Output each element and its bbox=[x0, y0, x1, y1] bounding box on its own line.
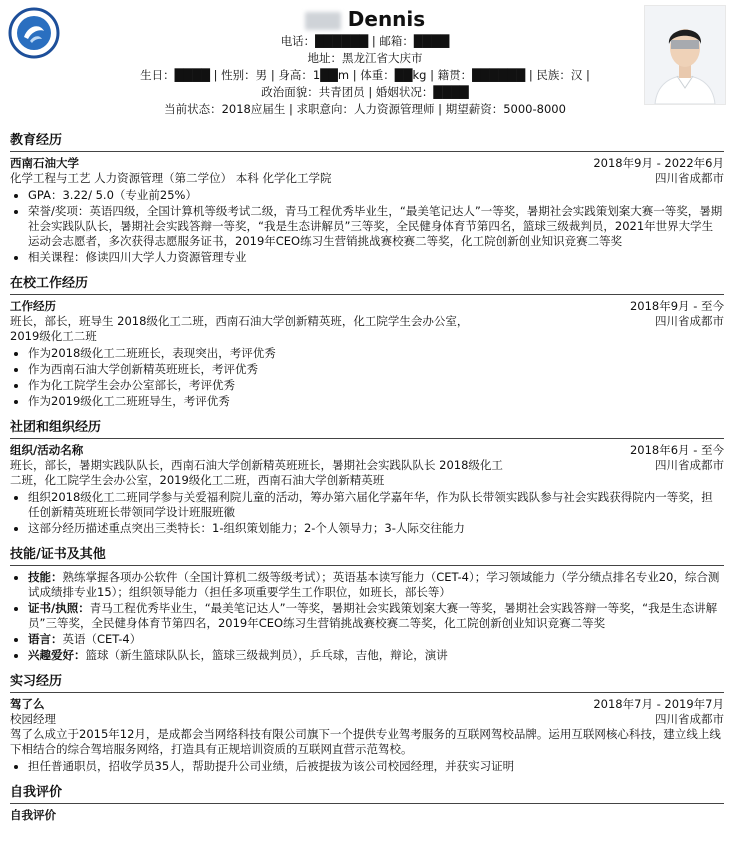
list-item: • 组织2018级化工二班同学参与关爱福利院儿童的活动，筹办第六届化学嘉年华，作为队长带领实践队参与社会实践获得院内一等奖，担任创新精英班班长带领同学设计班服班徽 bbox=[28, 490, 724, 520]
section-title-campus-work: 在校工作经历 bbox=[10, 275, 724, 295]
internship-header-row bbox=[10, 697, 724, 712]
list-item: • GPA：3.22/ 5.0（专业前25%） bbox=[28, 188, 724, 203]
clubs-detail-row bbox=[10, 458, 724, 488]
skill-text: 熟练掌握各项办公软件（全国计算机二级等级考试）；英语基本读写能力（CET-4）；学习领域能力（学分绩点排名专业20，综合测试成绩排专业15）；组织领导能力（担任多项重要学生工作职位，如班长，部长等） bbox=[28, 570, 720, 599]
list-item: • 作为2018级化工二班班长，表现突出，考评优秀 bbox=[28, 346, 724, 361]
skills-section bbox=[10, 546, 724, 663]
self-eval-section bbox=[10, 784, 724, 823]
list-item: • 作为西南石油大学创新精英班班长，考评优秀 bbox=[28, 362, 724, 377]
section-title-self-eval: 自我评价 bbox=[10, 784, 724, 804]
clubs-location: 四川省成都市 bbox=[655, 458, 724, 472]
list-item: • 作为化工院学生会办公室部长，考评优秀 bbox=[28, 378, 724, 393]
address-line: 地址：黑龙江省大庆市 bbox=[307, 51, 423, 65]
internship-section bbox=[10, 673, 724, 774]
profile-photo bbox=[644, 5, 726, 105]
section-title-skills: 技能/证书及其他 bbox=[10, 546, 724, 566]
clubs-org: 组织/活动名称 bbox=[10, 443, 84, 457]
clubs-header-row bbox=[10, 443, 724, 458]
cert-label: 证书/执照： bbox=[28, 601, 90, 615]
campus-work-role: 班长，部长，班导生 2018级化工二班，西南石油大学创新精英班，化工院学生会办公室，2019级化工二班 bbox=[10, 314, 469, 343]
contact-line: 电话：██████ | 邮箱：████ bbox=[280, 34, 450, 48]
list-item: • 相关课程：修读四川大学人力资源管理专业 bbox=[28, 250, 724, 265]
education-majors: 化学工程与工艺 人力资源管理（第二学位） 本科 化学化工学院 bbox=[10, 171, 332, 185]
clubs-role: 班长，部长，暑期实践队队长，西南石油大学创新精英班班长，暑期社会实践队队长 2018级化工二班，化工院学生会办公室，2019级化工二班，西南石油大学创新精英班 bbox=[10, 458, 503, 487]
politics-line: 政治面貌：共青团员 | 婚姻状况：████ bbox=[261, 85, 469, 99]
internship-role: 校园经理 bbox=[10, 712, 56, 726]
internship-description: 驾了么成立于2015年12月，是成都会当网络科技有限公司旗下一个提供专业驾考服务的互联网驾校品牌。运用互联网核心科技，建立线上线下相结合的综合驾培服务网络，打造具有正规培训资质的互联网直营示范驾校。 bbox=[10, 727, 721, 756]
resume-body bbox=[10, 132, 724, 823]
resume-header bbox=[95, 5, 635, 118]
list-item bbox=[28, 648, 724, 663]
list-item: • 这部分经历描述重点突出三类特长：1-组织策划能力；2-个人领导力；3-人际交往能力 bbox=[28, 521, 724, 536]
cert-text: 青马工程优秀毕业生，“最美笔记达人”一等奖，暑期社会实践策划案大赛一等奖，暑期社会实践答辩一等奖，“我是生态讲解员”三等奖，全民健身体育节第四名，2019年CEO练习生营销挑战赛校赛二等奖，化工院创新创业知识竞赛二等奖 bbox=[28, 601, 718, 630]
internship-detail-row bbox=[10, 712, 724, 727]
clubs-bullets bbox=[10, 490, 724, 536]
status-line: 当前状态：2018应届生 | 求职意向：人力资源管理师 | 期望薪资：5000-8000 bbox=[164, 102, 566, 116]
internship-dates: 2018年7月 - 2019年7月 bbox=[593, 697, 724, 711]
campus-work-header-row bbox=[10, 299, 724, 314]
education-section bbox=[10, 132, 724, 265]
list-item: • 担任普通职员，招收学员35人，帮助提升公司业绩，后被提拔为该公司校园经理，并获实习证明 bbox=[28, 759, 724, 774]
campus-work-detail-row bbox=[10, 314, 724, 344]
school-logo bbox=[8, 7, 60, 59]
list-item bbox=[28, 601, 724, 631]
list-item: • 荣誉/奖项：英语四级，全国计算机等级考试二级，青马工程优秀毕业生，“最美笔记达人”一等奖，暑期社会实践策划案大赛一等奖，暑期社会实践队队长，暑期社会实践答辩一等奖，“我是生态讲解员”三等奖，全民健身体育节第四名，篮球三级裁判员，2021年世界大学生运动会志愿者，多次获得志愿服务证书，2019年CEO练习生营销挑战赛校赛二等奖，化工院创新创业知识竞赛二等奖 bbox=[28, 204, 724, 249]
campus-work-section bbox=[10, 275, 724, 409]
list-item bbox=[28, 570, 724, 600]
internship-bullets bbox=[10, 759, 724, 774]
clubs-section bbox=[10, 419, 724, 536]
candidate-name bbox=[95, 5, 635, 33]
language-text: 英语（CET-4） bbox=[62, 632, 142, 646]
education-detail-row bbox=[10, 171, 724, 186]
internship-org: 驾了么 bbox=[10, 697, 45, 711]
education-bullets bbox=[10, 188, 724, 265]
section-title-education: 教育经历 bbox=[10, 132, 724, 152]
name-text: Dennis bbox=[347, 7, 426, 31]
education-header-row bbox=[10, 156, 724, 171]
internship-location: 四川省成都市 bbox=[655, 712, 724, 726]
skill-label: 技能： bbox=[28, 570, 63, 584]
redacted-surname bbox=[305, 12, 341, 30]
education-dates: 2018年9月 - 2022年6月 bbox=[593, 156, 724, 170]
campus-work-org: 工作经历 bbox=[10, 299, 56, 313]
skills-bullets bbox=[10, 570, 724, 663]
list-item bbox=[28, 632, 724, 647]
school-name: 西南石油大学 bbox=[10, 156, 79, 170]
campus-work-location: 四川省成都市 bbox=[655, 314, 724, 328]
hobby-text: 篮球（新生篮球队队长，篮球三级裁判员），乒乓球，吉他，辩论，演讲 bbox=[85, 648, 448, 662]
personal-info-line: 生日：████ | 性别：男 | 身高：1██m | 体重：██kg | 籍贯：██████ | 民族：汉 | bbox=[140, 68, 590, 82]
section-title-internship: 实习经历 bbox=[10, 673, 724, 693]
campus-work-bullets bbox=[10, 346, 724, 409]
clubs-dates: 2018年6月 - 至今 bbox=[629, 443, 724, 457]
campus-work-dates: 2018年9月 - 至今 bbox=[629, 299, 724, 313]
language-label: 语言： bbox=[28, 632, 63, 646]
hobby-label: 兴趣爱好： bbox=[28, 648, 86, 662]
self-eval-subtitle: 自我评价 bbox=[10, 808, 56, 822]
list-item: • 作为2019级化工二班班导生，考评优秀 bbox=[28, 394, 724, 409]
education-location: 四川省成都市 bbox=[655, 171, 724, 185]
section-title-clubs: 社团和组织经历 bbox=[10, 419, 724, 439]
